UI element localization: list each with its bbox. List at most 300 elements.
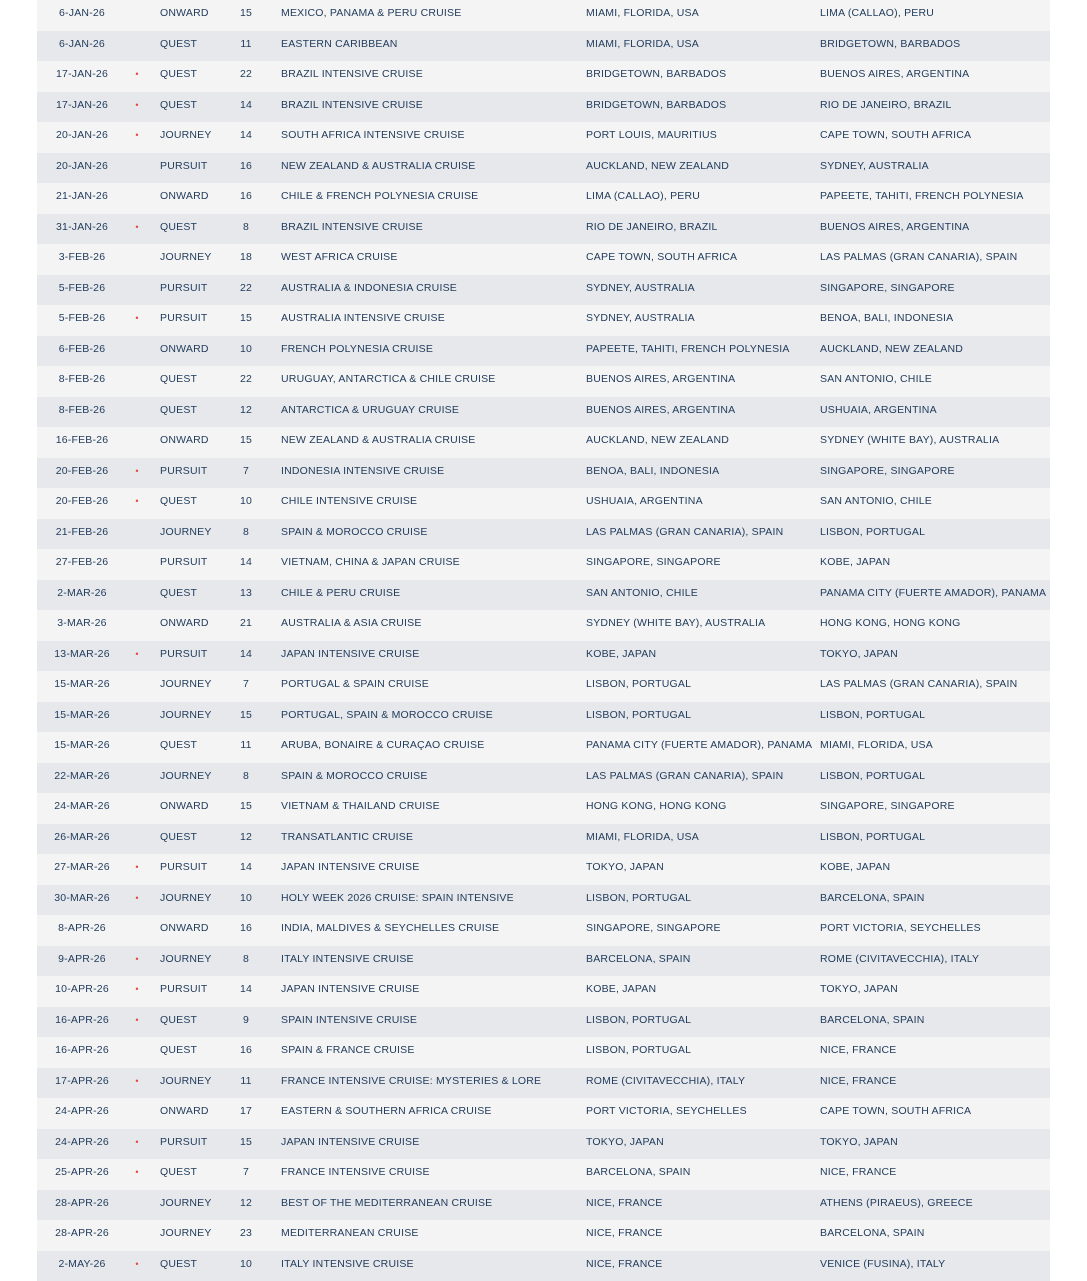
intensive-dot-icon: • <box>132 1251 142 1278</box>
cruise-days: 18 <box>231 244 261 271</box>
cruise-name[interactable]: EASTERN & SOUTHERN AFRICA CRUISE <box>281 1098 492 1125</box>
cruise-name[interactable]: INDIA, MALDIVES & SEYCHELLES CRUISE <box>281 915 499 942</box>
cruise-name[interactable]: PORTUGAL & SPAIN CRUISE <box>281 671 429 698</box>
cruise-name[interactable]: CHILE INTENSIVE CRUISE <box>281 488 417 515</box>
table-row[interactable] <box>37 885 1050 916</box>
departure-port: LIMA (CALLAO), PERU <box>586 183 700 210</box>
sail-date: 16-FEB-26 <box>37 427 127 454</box>
cruise-days: 12 <box>231 397 261 424</box>
cruise-name[interactable]: BRAZIL INTENSIVE CRUISE <box>281 61 423 88</box>
departure-port: MIAMI, FLORIDA, USA <box>586 0 699 27</box>
ship-name: JOURNEY <box>160 1068 212 1095</box>
departure-port: SAN ANTONIO, CHILE <box>586 580 698 607</box>
ship-name: PURSUIT <box>160 641 208 668</box>
sail-date: 8-FEB-26 <box>37 366 127 393</box>
sail-date: 27-FEB-26 <box>37 549 127 576</box>
arrival-port: TOKYO, JAPAN <box>820 641 898 668</box>
ship-name: JOURNEY <box>160 1190 212 1217</box>
departure-port: BUENOS AIRES, ARGENTINA <box>586 397 735 424</box>
cruise-name[interactable]: URUGUAY, ANTARCTICA & CHILE CRUISE <box>281 366 496 393</box>
intensive-dot-icon: • <box>132 61 142 88</box>
ship-name: JOURNEY <box>160 885 212 912</box>
arrival-port: LISBON, PORTUGAL <box>820 702 925 729</box>
arrival-port: NICE, FRANCE <box>820 1037 897 1064</box>
table-row[interactable] <box>37 366 1050 397</box>
table-row[interactable] <box>37 92 1050 123</box>
cruise-days: 7 <box>231 1159 261 1186</box>
departure-port: SINGAPORE, SINGAPORE <box>586 549 721 576</box>
table-row[interactable] <box>37 1068 1050 1099</box>
departure-port: BENOA, BALI, INDONESIA <box>586 458 719 485</box>
ship-name: QUEST <box>160 92 197 119</box>
sail-date: 15-MAR-26 <box>37 702 127 729</box>
arrival-port: CAPE TOWN, SOUTH AFRICA <box>820 1098 971 1125</box>
sail-date: 27-MAR-26 <box>37 854 127 881</box>
ship-name: PURSUIT <box>160 976 208 1003</box>
ship-name: PURSUIT <box>160 458 208 485</box>
table-row[interactable] <box>37 854 1050 885</box>
departure-port: KOBE, JAPAN <box>586 641 656 668</box>
cruise-name[interactable]: VIETNAM, CHINA & JAPAN CRUISE <box>281 549 460 576</box>
table-row[interactable] <box>37 275 1050 306</box>
arrival-port: KOBE, JAPAN <box>820 854 890 881</box>
table-row[interactable] <box>37 488 1050 519</box>
cruise-days: 7 <box>231 671 261 698</box>
ship-name: JOURNEY <box>160 1220 212 1247</box>
cruise-days: 16 <box>231 153 261 180</box>
table-row[interactable] <box>37 641 1050 672</box>
arrival-port: LISBON, PORTUGAL <box>820 519 925 546</box>
ship-name: JOURNEY <box>160 122 212 149</box>
cruise-name[interactable]: CHILE & FRENCH POLYNESIA CRUISE <box>281 183 478 210</box>
arrival-port: SAN ANTONIO, CHILE <box>820 488 932 515</box>
cruise-days: 11 <box>231 732 261 759</box>
ship-name: QUEST <box>160 732 197 759</box>
ship-name: ONWARD <box>160 0 209 27</box>
ship-name: PURSUIT <box>160 153 208 180</box>
arrival-port: SYDNEY (WHITE BAY), AUSTRALIA <box>820 427 999 454</box>
table-row[interactable] <box>37 1129 1050 1160</box>
table-row[interactable] <box>37 763 1050 794</box>
ship-name: QUEST <box>160 824 197 851</box>
departure-port: MIAMI, FLORIDA, USA <box>586 824 699 851</box>
ship-name: JOURNEY <box>160 946 212 973</box>
arrival-port: VENICE (FUSINA), ITALY <box>820 1251 945 1278</box>
table-row[interactable] <box>37 427 1050 458</box>
sail-date: 2-MAY-26 <box>37 1251 127 1278</box>
intensive-dot-icon: • <box>132 1159 142 1186</box>
cruise-schedule-table <box>37 0 1050 1281</box>
departure-port: RIO DE JANEIRO, BRAZIL <box>586 214 718 241</box>
arrival-port: PORT VICTORIA, SEYCHELLES <box>820 915 981 942</box>
sail-date: 17-APR-26 <box>37 1068 127 1095</box>
sail-date: 2-MAR-26 <box>37 580 127 607</box>
intensive-dot-icon: • <box>132 458 142 485</box>
cruise-name[interactable]: JAPAN INTENSIVE CRUISE <box>281 1129 419 1156</box>
cruise-name[interactable]: CHILE & PERU CRUISE <box>281 580 400 607</box>
cruise-days: 9 <box>231 1007 261 1034</box>
cruise-name[interactable]: BEST OF THE MEDITERRANEAN CRUISE <box>281 1190 492 1217</box>
ship-name: QUEST <box>160 1037 197 1064</box>
cruise-days: 8 <box>231 946 261 973</box>
cruise-days: 10 <box>231 885 261 912</box>
ship-name: QUEST <box>160 1159 197 1186</box>
cruise-days: 16 <box>231 1037 261 1064</box>
cruise-name[interactable]: FRANCE INTENSIVE CRUISE <box>281 1159 430 1186</box>
arrival-port: TOKYO, JAPAN <box>820 976 898 1003</box>
departure-port: BRIDGETOWN, BARBADOS <box>586 61 726 88</box>
table-row[interactable] <box>37 61 1050 92</box>
cruise-days: 10 <box>231 336 261 363</box>
arrival-port: PAPEETE, TAHITI, FRENCH POLYNESIA <box>820 183 1024 210</box>
departure-port: LAS PALMAS (GRAN CANARIA), SPAIN <box>586 519 783 546</box>
arrival-port: RIO DE JANEIRO, BRAZIL <box>820 92 952 119</box>
cruise-name[interactable]: ANTARCTICA & URUGUAY CRUISE <box>281 397 459 424</box>
departure-port: AUCKLAND, NEW ZEALAND <box>586 153 729 180</box>
ship-name: PURSUIT <box>160 1129 208 1156</box>
sail-date: 26-MAR-26 <box>37 824 127 851</box>
sail-date: 5-FEB-26 <box>37 275 127 302</box>
table-row[interactable] <box>37 915 1050 946</box>
arrival-port: BUENOS AIRES, ARGENTINA <box>820 61 969 88</box>
ship-name: JOURNEY <box>160 519 212 546</box>
table-row[interactable] <box>37 183 1050 214</box>
ship-name: QUEST <box>160 397 197 424</box>
sail-date: 20-JAN-26 <box>37 153 127 180</box>
sail-date: 13-MAR-26 <box>37 641 127 668</box>
ship-name: PURSUIT <box>160 275 208 302</box>
sail-date: 20-JAN-26 <box>37 122 127 149</box>
table-row[interactable] <box>37 671 1050 702</box>
cruise-days: 15 <box>231 702 261 729</box>
table-row[interactable] <box>37 1007 1050 1038</box>
cruise-name[interactable]: JAPAN INTENSIVE CRUISE <box>281 641 419 668</box>
cruise-days: 16 <box>231 915 261 942</box>
cruise-name[interactable]: BRAZIL INTENSIVE CRUISE <box>281 92 423 119</box>
table-row[interactable] <box>37 702 1050 733</box>
arrival-port: NICE, FRANCE <box>820 1068 897 1095</box>
table-row[interactable] <box>37 214 1050 245</box>
ship-name: PURSUIT <box>160 305 208 332</box>
departure-port: TOKYO, JAPAN <box>586 854 664 881</box>
table-row[interactable] <box>37 1220 1050 1251</box>
cruise-name[interactable]: FRENCH POLYNESIA CRUISE <box>281 336 433 363</box>
arrival-port: ROME (CIVITAVECCHIA), ITALY <box>820 946 979 973</box>
cruise-name[interactable]: JAPAN INTENSIVE CRUISE <box>281 854 419 881</box>
cruise-name[interactable]: BRAZIL INTENSIVE CRUISE <box>281 214 423 241</box>
cruise-name[interactable]: SPAIN & FRANCE CRUISE <box>281 1037 415 1064</box>
intensive-dot-icon: • <box>132 214 142 241</box>
departure-port: SYDNEY, AUSTRALIA <box>586 305 695 332</box>
intensive-dot-icon: • <box>132 488 142 515</box>
arrival-port: MIAMI, FLORIDA, USA <box>820 732 933 759</box>
cruise-days: 14 <box>231 92 261 119</box>
table-row[interactable] <box>37 458 1050 489</box>
arrival-port: BENOA, BALI, INDONESIA <box>820 305 953 332</box>
departure-port: PORT LOUIS, MAURITIUS <box>586 122 717 149</box>
arrival-port: BARCELONA, SPAIN <box>820 1220 925 1247</box>
cruise-name[interactable]: HOLY WEEK 2026 CRUISE: SPAIN INTENSIVE <box>281 885 514 912</box>
cruise-name[interactable]: VIETNAM & THAILAND CRUISE <box>281 793 440 820</box>
sail-date: 24-APR-26 <box>37 1098 127 1125</box>
arrival-port: SINGAPORE, SINGAPORE <box>820 793 955 820</box>
arrival-port: LAS PALMAS (GRAN CANARIA), SPAIN <box>820 671 1017 698</box>
intensive-dot-icon: • <box>132 1007 142 1034</box>
cruise-name[interactable]: WEST AFRICA CRUISE <box>281 244 398 271</box>
sail-date: 15-MAR-26 <box>37 671 127 698</box>
departure-port: BUENOS AIRES, ARGENTINA <box>586 366 735 393</box>
intensive-dot-icon: • <box>132 641 142 668</box>
ship-name: ONWARD <box>160 336 209 363</box>
cruise-days: 14 <box>231 854 261 881</box>
cruise-name[interactable]: SPAIN & MOROCCO CRUISE <box>281 519 428 546</box>
cruise-name[interactable]: ITALY INTENSIVE CRUISE <box>281 946 414 973</box>
sail-date: 25-APR-26 <box>37 1159 127 1186</box>
intensive-dot-icon: • <box>132 1129 142 1156</box>
cruise-days: 13 <box>231 580 261 607</box>
cruise-days: 7 <box>231 458 261 485</box>
ship-name: ONWARD <box>160 1098 209 1125</box>
departure-port: BARCELONA, SPAIN <box>586 1159 691 1186</box>
table-row[interactable] <box>37 976 1050 1007</box>
sail-date: 17-JAN-26 <box>37 61 127 88</box>
cruise-days: 21 <box>231 610 261 637</box>
cruise-name[interactable]: FRANCE INTENSIVE CRUISE: MYSTERIES & LORE <box>281 1068 541 1095</box>
arrival-port: ATHENS (PIRAEUS), GREECE <box>820 1190 973 1217</box>
cruise-name[interactable]: NEW ZEALAND & AUSTRALIA CRUISE <box>281 427 475 454</box>
table-row[interactable] <box>37 1251 1050 1281</box>
ship-name: QUEST <box>160 580 197 607</box>
table-row[interactable] <box>37 244 1050 275</box>
departure-port: BARCELONA, SPAIN <box>586 946 691 973</box>
table-row[interactable] <box>37 610 1050 641</box>
arrival-port: LAS PALMAS (GRAN CANARIA), SPAIN <box>820 244 1017 271</box>
ship-name: ONWARD <box>160 915 209 942</box>
cruise-name[interactable]: AUSTRALIA & INDONESIA CRUISE <box>281 275 457 302</box>
departure-port: USHUAIA, ARGENTINA <box>586 488 703 515</box>
cruise-name[interactable]: EASTERN CARIBBEAN <box>281 31 398 58</box>
ship-name: JOURNEY <box>160 671 212 698</box>
ship-name: QUEST <box>160 61 197 88</box>
sail-date: 10-APR-26 <box>37 976 127 1003</box>
table-row[interactable] <box>37 31 1050 62</box>
cruise-days: 8 <box>231 763 261 790</box>
departure-port: SYDNEY, AUSTRALIA <box>586 275 695 302</box>
cruise-days: 8 <box>231 214 261 241</box>
sail-date: 16-APR-26 <box>37 1037 127 1064</box>
cruise-name[interactable]: SOUTH AFRICA INTENSIVE CRUISE <box>281 122 465 149</box>
intensive-dot-icon: • <box>132 122 142 149</box>
departure-port: KOBE, JAPAN <box>586 976 656 1003</box>
ship-name: ONWARD <box>160 183 209 210</box>
arrival-port: LIMA (CALLAO), PERU <box>820 0 934 27</box>
table-row[interactable] <box>37 0 1050 31</box>
cruise-name[interactable]: NEW ZEALAND & AUSTRALIA CRUISE <box>281 153 475 180</box>
departure-port: HONG KONG, HONG KONG <box>586 793 727 820</box>
table-row[interactable] <box>37 793 1050 824</box>
table-row[interactable] <box>37 336 1050 367</box>
departure-port: MIAMI, FLORIDA, USA <box>586 31 699 58</box>
ship-name: ONWARD <box>160 427 209 454</box>
cruise-days: 15 <box>231 427 261 454</box>
cruise-name[interactable]: SPAIN & MOROCCO CRUISE <box>281 763 428 790</box>
table-body <box>37 0 1050 1281</box>
cruise-days: 14 <box>231 549 261 576</box>
intensive-dot-icon: • <box>132 976 142 1003</box>
sail-date: 8-FEB-26 <box>37 397 127 424</box>
intensive-dot-icon: • <box>132 854 142 881</box>
departure-port: PANAMA CITY (FUERTE AMADOR), PANAMA <box>586 732 812 759</box>
cruise-days: 15 <box>231 0 261 27</box>
cruise-name[interactable]: INDONESIA INTENSIVE CRUISE <box>281 458 444 485</box>
ship-name: PURSUIT <box>160 854 208 881</box>
sail-date: 21-JAN-26 <box>37 183 127 210</box>
table-row[interactable] <box>37 946 1050 977</box>
cruise-days: 15 <box>231 1129 261 1156</box>
sail-date: 3-MAR-26 <box>37 610 127 637</box>
arrival-port: SINGAPORE, SINGAPORE <box>820 458 955 485</box>
ship-name: ONWARD <box>160 610 209 637</box>
cruise-days: 15 <box>231 305 261 332</box>
arrival-port: BRIDGETOWN, BARBADOS <box>820 31 960 58</box>
cruise-days: 23 <box>231 1220 261 1247</box>
table-row[interactable] <box>37 732 1050 763</box>
sail-date: 22-MAR-26 <box>37 763 127 790</box>
arrival-port: KOBE, JAPAN <box>820 549 890 576</box>
cruise-name[interactable]: JAPAN INTENSIVE CRUISE <box>281 976 419 1003</box>
table-row[interactable] <box>37 549 1050 580</box>
cruise-name[interactable]: TRANSATLANTIC CRUISE <box>281 824 413 851</box>
cruise-days: 14 <box>231 976 261 1003</box>
table-row[interactable] <box>37 519 1050 550</box>
cruise-days: 15 <box>231 793 261 820</box>
intensive-dot-icon: • <box>132 92 142 119</box>
intensive-dot-icon: • <box>132 885 142 912</box>
ship-name: QUEST <box>160 488 197 515</box>
cruise-name[interactable]: PORTUGAL, SPAIN & MOROCCO CRUISE <box>281 702 493 729</box>
ship-name: QUEST <box>160 1007 197 1034</box>
ship-name: QUEST <box>160 31 197 58</box>
cruise-name[interactable]: ITALY INTENSIVE CRUISE <box>281 1251 414 1278</box>
cruise-days: 10 <box>231 488 261 515</box>
cruise-name[interactable]: MEXICO, PANAMA & PERU CRUISE <box>281 0 461 27</box>
departure-port: LISBON, PORTUGAL <box>586 671 691 698</box>
arrival-port: SAN ANTONIO, CHILE <box>820 366 932 393</box>
departure-port: NICE, FRANCE <box>586 1220 663 1247</box>
departure-port: CAPE TOWN, SOUTH AFRICA <box>586 244 737 271</box>
sail-date: 20-FEB-26 <box>37 488 127 515</box>
arrival-port: PANAMA CITY (FUERTE AMADOR), PANAMA <box>820 580 1046 607</box>
arrival-port: AUCKLAND, NEW ZEALAND <box>820 336 963 363</box>
intensive-dot-icon: • <box>132 946 142 973</box>
arrival-port: LISBON, PORTUGAL <box>820 824 925 851</box>
arrival-port: BUENOS AIRES, ARGENTINA <box>820 214 969 241</box>
sail-date: 8-APR-26 <box>37 915 127 942</box>
departure-port: TOKYO, JAPAN <box>586 1129 664 1156</box>
departure-port: NICE, FRANCE <box>586 1251 663 1278</box>
table-row[interactable] <box>37 1190 1050 1221</box>
sail-date: 20-FEB-26 <box>37 458 127 485</box>
arrival-port: LISBON, PORTUGAL <box>820 763 925 790</box>
departure-port: NICE, FRANCE <box>586 1190 663 1217</box>
sail-date: 31-JAN-26 <box>37 214 127 241</box>
table-row[interactable] <box>37 305 1050 336</box>
table-row[interactable] <box>37 824 1050 855</box>
arrival-port: HONG KONG, HONG KONG <box>820 610 961 637</box>
departure-port: BRIDGETOWN, BARBADOS <box>586 92 726 119</box>
sail-date: 28-APR-26 <box>37 1220 127 1247</box>
intensive-dot-icon: • <box>132 305 142 332</box>
cruise-days: 22 <box>231 366 261 393</box>
departure-port: PAPEETE, TAHITI, FRENCH POLYNESIA <box>586 336 790 363</box>
table-row[interactable] <box>37 1159 1050 1190</box>
ship-name: QUEST <box>160 214 197 241</box>
arrival-port: SINGAPORE, SINGAPORE <box>820 275 955 302</box>
sail-date: 3-FEB-26 <box>37 244 127 271</box>
sail-date: 17-JAN-26 <box>37 92 127 119</box>
cruise-name[interactable]: ARUBA, BONAIRE & CURAÇAO CRUISE <box>281 732 484 759</box>
ship-name: QUEST <box>160 1251 197 1278</box>
cruise-days: 22 <box>231 61 261 88</box>
cruise-name[interactable]: AUSTRALIA & ASIA CRUISE <box>281 610 422 637</box>
cruise-days: 14 <box>231 122 261 149</box>
cruise-days: 10 <box>231 1251 261 1278</box>
sail-date: 6-JAN-26 <box>37 0 127 27</box>
ship-name: JOURNEY <box>160 763 212 790</box>
departure-port: SYDNEY (WHITE BAY), AUSTRALIA <box>586 610 765 637</box>
arrival-port: TOKYO, JAPAN <box>820 1129 898 1156</box>
arrival-port: SYDNEY, AUSTRALIA <box>820 153 929 180</box>
departure-port: PORT VICTORIA, SEYCHELLES <box>586 1098 747 1125</box>
sail-date: 15-MAR-26 <box>37 732 127 759</box>
departure-port: LISBON, PORTUGAL <box>586 1007 691 1034</box>
table-row[interactable] <box>37 122 1050 153</box>
table-row[interactable] <box>37 580 1050 611</box>
cruise-days: 12 <box>231 824 261 851</box>
arrival-port: BARCELONA, SPAIN <box>820 885 925 912</box>
departure-port: SINGAPORE, SINGAPORE <box>586 915 721 942</box>
sail-date: 21-FEB-26 <box>37 519 127 546</box>
table-row[interactable] <box>37 1037 1050 1068</box>
departure-port: LISBON, PORTUGAL <box>586 1037 691 1064</box>
cruise-name[interactable]: AUSTRALIA INTENSIVE CRUISE <box>281 305 445 332</box>
ship-name: QUEST <box>160 366 197 393</box>
cruise-days: 11 <box>231 31 261 58</box>
cruise-name[interactable]: MEDITERRANEAN CRUISE <box>281 1220 419 1247</box>
departure-port: AUCKLAND, NEW ZEALAND <box>586 427 729 454</box>
intensive-dot-icon: • <box>132 1068 142 1095</box>
arrival-port: USHUAIA, ARGENTINA <box>820 397 937 424</box>
table-row[interactable] <box>37 397 1050 428</box>
sail-date: 30-MAR-26 <box>37 885 127 912</box>
sail-date: 5-FEB-26 <box>37 305 127 332</box>
arrival-port: CAPE TOWN, SOUTH AFRICA <box>820 122 971 149</box>
cruise-days: 14 <box>231 641 261 668</box>
table-row[interactable] <box>37 153 1050 184</box>
cruise-days: 22 <box>231 275 261 302</box>
cruise-name[interactable]: SPAIN INTENSIVE CRUISE <box>281 1007 417 1034</box>
cruise-days: 8 <box>231 519 261 546</box>
table-row[interactable] <box>37 1098 1050 1129</box>
sail-date: 24-MAR-26 <box>37 793 127 820</box>
ship-name: PURSUIT <box>160 549 208 576</box>
departure-port: LISBON, PORTUGAL <box>586 885 691 912</box>
sail-date: 6-JAN-26 <box>37 31 127 58</box>
arrival-port: BARCELONA, SPAIN <box>820 1007 925 1034</box>
cruise-days: 12 <box>231 1190 261 1217</box>
sail-date: 24-APR-26 <box>37 1129 127 1156</box>
departure-port: LISBON, PORTUGAL <box>586 702 691 729</box>
